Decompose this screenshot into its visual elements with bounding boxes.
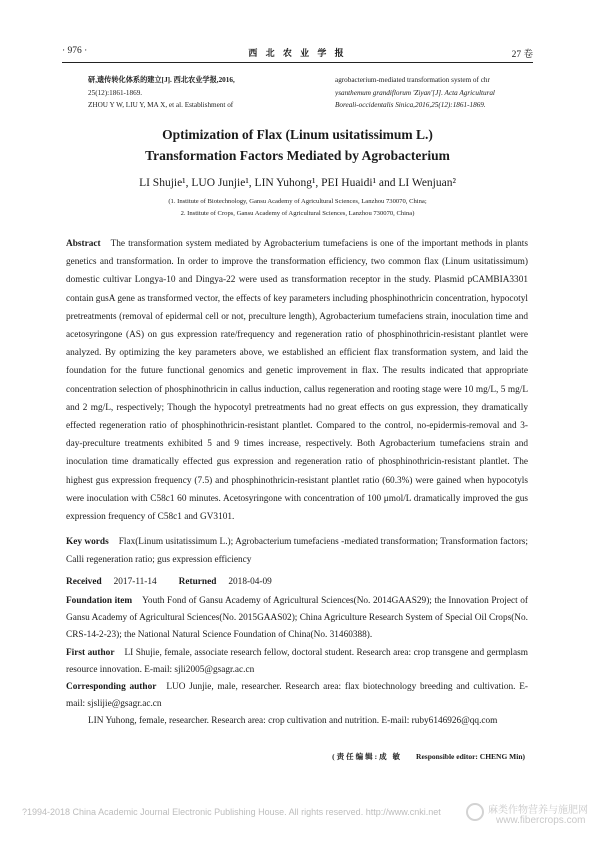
dates	[66, 577, 272, 587]
received-label: Received	[66, 577, 102, 587]
corresponding-author-label: Corresponding author	[66, 682, 157, 693]
returned-date: 2018-04-09	[228, 577, 272, 587]
watermark-url: www.fibercrops.com	[496, 815, 586, 826]
corresponding-author-text: LUO Junjie, male, researcher. Research area: flax biotechnology breeding and cultivation. E-mail: sjslijie@gsagr.ac.cn	[66, 682, 528, 710]
volume-label: 27 卷	[511, 50, 533, 60]
author-notes	[66, 593, 528, 731]
watermark-logo	[466, 801, 588, 831]
page-number: · 976 ·	[62, 46, 88, 56]
reference-line: 25(12):1861-1869.	[88, 88, 143, 97]
reference-line: Boreali-occidentalis Sinica,2016,25(12):1861-1869.	[335, 101, 486, 109]
journal-name: 西 北 农 业 学 报	[248, 48, 347, 58]
keywords	[66, 534, 528, 569]
reference-line: 研,遗传转化体系的建立[J]. 西北农业学报,2016,	[88, 76, 235, 84]
foundation-text: Youth Fond of Gansu Academy of Agricultural Sciences(No. 2014GAAS29); the Innovation Project of Gansu Academy of Agricultural Sciences(No. 2015GAAS02); China Agriculture Research System of Special Oil Crops(No. CRS-14-2-23); the National Natural Science Foundation of China(No. 31460388).	[66, 596, 528, 641]
editor-en: Responsible editor: CHENG Min)	[416, 752, 525, 761]
foundation-label: Foundation item	[66, 596, 133, 606]
references-right	[335, 74, 561, 112]
returned-label: Returned	[178, 577, 217, 587]
title-line-2: Transformation Factors Mediated by Agrobacterium	[145, 148, 450, 163]
first-author-label: First author	[66, 647, 115, 658]
abstract-label: Abstract	[66, 239, 101, 249]
reference-line: agrobacterium-mediated transformation system of chr	[335, 76, 490, 84]
keywords-label: Key words	[66, 537, 109, 547]
foundation-item	[66, 593, 528, 645]
authors: LI Shujie¹, LUO Junjie¹, LIN Yuhong¹, PEI Huaidi¹ and LI Wenjuan²	[139, 177, 456, 189]
corresponding-author	[66, 679, 528, 713]
copyright-text: ?1994-2018 China Academic Journal Electronic Publishing House. All rights reserved. http://www.cnki.net	[22, 807, 441, 817]
title-line-1: Optimization of Flax (Linum usitatissimum L.)	[162, 127, 433, 142]
first-author	[66, 645, 528, 679]
co-author: LIN Yuhong, female, researcher. Research area: crop cultivation and nutrition. E-mail: ruby6146926@qq.com	[88, 716, 498, 727]
reference-line: ZHOU Y W, LIU Y, MA X, et al. Establishment of	[88, 101, 234, 109]
affiliations	[0, 196, 595, 220]
watermark-icon	[466, 803, 484, 821]
header-rule	[62, 62, 533, 63]
keywords-text: Flax(Linum usitatissimum L.); Agrobacterium tumefaciens -mediated transformation; Transformation factors; Calli regeneration ratio; gus expression efficiency	[66, 537, 529, 565]
editor-cn: (责任编辑:成 敏	[332, 752, 403, 761]
paper-title	[0, 124, 595, 166]
references-left	[88, 74, 314, 112]
received-date: 2017-11-14	[113, 577, 157, 587]
abstract-text: The transformation system mediated by Agrobacterium tumefaciens is one of the important methods in plants genetics and transformation. In order to improve the transformation efficiency, two common flax (Linum usitatissimum) domestic cultivar Longya-10 and Dingya-22 were used as transformation receptor in the study. Plasmid pCAMBIA3301 contain gusA gene as transformed vector, the effects of key parameters including phosphinothricin concentration, hypocotyl pretreatments (removal of epidermal cell or not, preculture length), Agrobacterium tumefaciens strain, inoculation time and acetosyringone (AS) on gus expression rate/frequency and regeneration ratio of phosphinothricin-resistant plantlet were analyzed. By optimizing the key parameters above, we established an efficient flax transformation system, and laid the foundation for the future functional genomics and genetic improvement in flax. The results indicated that appropriate concentration selection of phosphinothricin in callus induction, callus regeneration and rooting stage were 10 mg/L, 5 mg/L and 2 mg/L, respectively; Though the hypocotyl pretreatments had no great effects on gus expression, they dramatically effected regeneration ratio of phosphinothricin-resistant plantlet. Compared to the control, no-epidermis-removal and 3-day-preculture treatments exhibited 5 and 9 times increase, respectively. Both Agrobacterium tumefaciens strain and inoculation time dramatically effected gus expression and regeneration ratio of phosphinothricin-resistant plantlet. The highest gus expression frequency (7.5) and phosphinothricin-resistant plantlet ratio (60.3%) were gained when hypocotyls were inoculation with C58c1 60 minutes. Acetosyringone with concentration of 100 μmol/L dramatically improved the gus expression frequency of C58c1 and GV3101.	[66, 239, 528, 523]
affiliation-line: 2. Institute of Crops, Gansu Academy of Agricultural Sciences, Lanzhou 730070, China)	[180, 210, 415, 217]
first-author-text: LI Shujie, female, associate research fellow, doctoral student. Research area: crop transgene and germplasm resource innovation. E-mail: sjli2005@gsagr.ac.cn	[66, 647, 528, 675]
affiliation-line: (1. Institute of Biotechnology, Gansu Academy of Agricultural Sciences, Lanzhou 730070, China;	[168, 198, 427, 205]
abstract	[66, 235, 528, 526]
responsible-editor	[332, 751, 525, 762]
reference-line: ysanthemum grandiflorum 'Ziyan'[J]. Acta Agricultural	[335, 88, 495, 97]
watermark-cn: 麻类作物营养与施肥网	[488, 805, 588, 816]
